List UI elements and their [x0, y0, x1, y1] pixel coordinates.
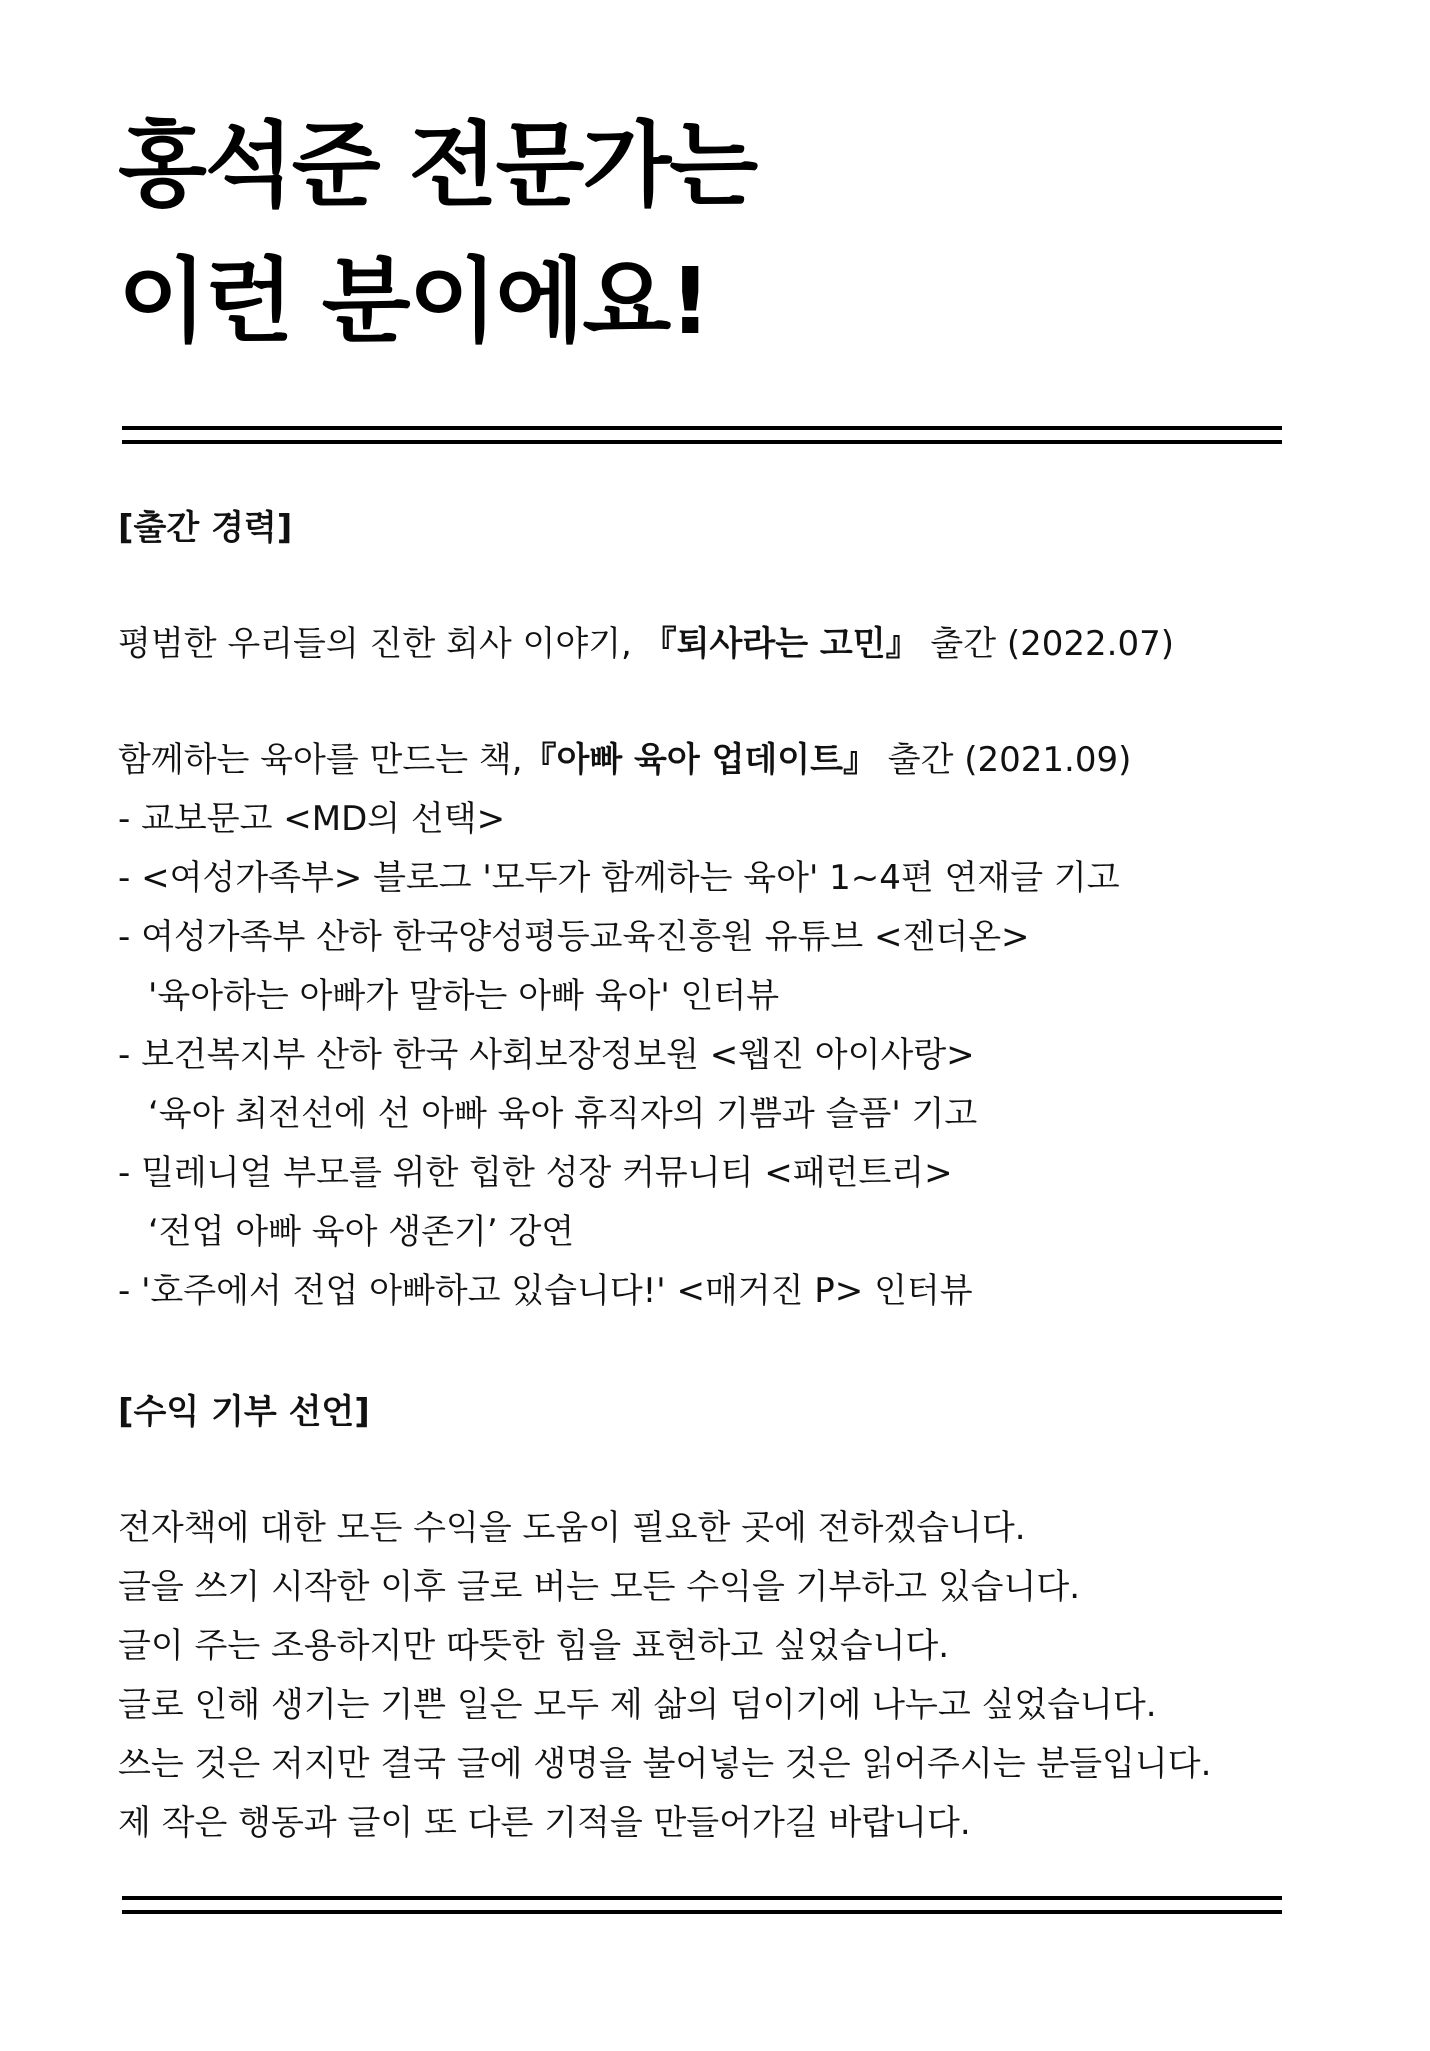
- book-1-line: [118, 620, 1174, 668]
- page-title-line-1: 홍석준 전문가는: [118, 112, 757, 219]
- list-item: - 교보문고 <MD의 선택>: [118, 799, 506, 839]
- list-item: - '호주에서 전업 아빠하고 있습니다!' <매거진 P> 인터뷰: [118, 1271, 973, 1311]
- list-item-continuation: ‘전업 아빠 육아 생존기’ 강연: [148, 1212, 575, 1252]
- book-2-suffix: 출간 (2021.09): [876, 740, 1132, 780]
- top-divider-lower: [122, 440, 1282, 444]
- publication-heading: [출간 경력]: [118, 508, 293, 548]
- donation-line: 전자책에 대한 모든 수익을 도움이 필요한 곳에 전하겠습니다.: [118, 1508, 1026, 1548]
- donation-line: 글로 인해 생기는 기쁜 일은 모두 제 삶의 덤이기에 나누고 싶었습니다.: [118, 1685, 1157, 1725]
- list-item-continuation: '육아하는 아빠가 말하는 아빠 육아' 인터뷰: [148, 976, 780, 1016]
- top-divider-upper: [122, 426, 1282, 430]
- bottom-divider-lower: [122, 1910, 1282, 1914]
- book-1-suffix: 출간 (2022.07): [919, 624, 1175, 664]
- donation-line: 제 작은 행동과 글이 또 다른 기적을 만들어가길 바랍니다.: [118, 1803, 971, 1843]
- list-item: - 보건복지부 산하 한국 사회보장정보원 <웹진 아이사랑>: [118, 1035, 975, 1075]
- donation-line: 글을 쓰기 시작한 이후 글로 버는 모든 수익을 기부하고 있습니다.: [118, 1567, 1081, 1607]
- page-title: [118, 98, 756, 370]
- book-1-prefix: 평범한 우리들의 진한 회사 이야기,: [118, 624, 643, 664]
- book-2-line: [118, 736, 1131, 784]
- donation-heading: [수익 기부 선언]: [118, 1392, 370, 1432]
- list-item-continuation: ‘육아 최전선에 선 아빠 육아 휴직자의 기쁨과 슬픔' 기고: [148, 1094, 978, 1134]
- book-2-prefix: 함께하는 육아를 만드는 책,: [118, 740, 523, 780]
- book-1-title: 『퇴사라는 고민』: [642, 624, 920, 664]
- donation-line: 쓰는 것은 저지만 결국 글에 생명을 불어넣는 것은 읽어주시는 분들입니다.: [118, 1744, 1212, 1784]
- bottom-divider-upper: [122, 1896, 1282, 1900]
- donation-line: 글이 주는 조용하지만 따뜻한 힘을 표현하고 싶었습니다.: [118, 1626, 950, 1666]
- list-item: - 여성가족부 산하 한국양성평등교육진흥원 유튜브 <젠더온>: [118, 917, 1030, 957]
- list-item: - <여성가족부> 블로그 '모두가 함께하는 육아' 1~4편 연재글 기고: [118, 858, 1120, 898]
- list-item: - 밀레니얼 부모를 위한 힙한 성장 커뮤니티 <패런트리>: [118, 1153, 953, 1193]
- book-2-title: 『아빠 육아 업데이트』: [522, 740, 877, 780]
- page-title-line-2: 이런 분이에요!: [118, 248, 710, 355]
